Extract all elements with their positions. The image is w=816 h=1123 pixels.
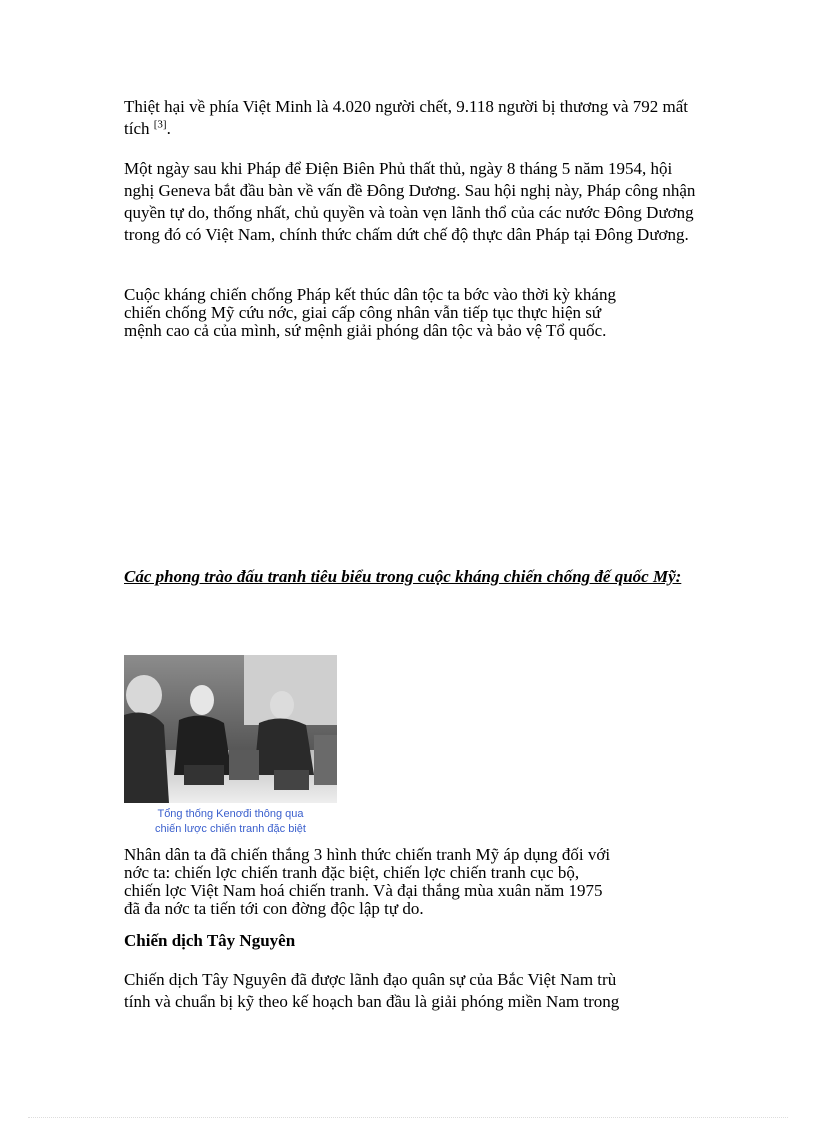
paragraph-line: chiến chống Mỹ cứu nớc, giai cấp công nhân vẫn tiếp tục thực hiện sứ <box>124 303 602 322</box>
paragraph-line: Nhân dân ta đã chiến thắng 3 hình thức chiến tranh Mỹ áp dụng đối với <box>124 845 611 864</box>
paragraph-three-strategies <box>124 846 704 918</box>
reference-link[interactable]: [3] <box>153 118 167 131</box>
paragraph-geneva: Một ngày sau khi Pháp để Điện Biên Phủ thất thủ, ngày 8 tháng 5 năm 1954, hội nghị Geneva bắt đầu bàn về vấn đề Đông Dương. Sau hội nghị này, Pháp công nhận quyền tự do, thống nhất, chủ quyền và toàn vẹn lãnh thổ của các nước Đông Dương trong đó có Việt Nam, chính thức chấm dứt chế độ thực dân Pháp tại Đông Dương. <box>124 159 696 244</box>
paragraph-line: chiến lợc Việt Nam hoá chiến tranh. Và đại thắng mùa xuân năm 1975 <box>124 881 603 900</box>
kennedy-meeting-photo <box>124 655 337 803</box>
section-heading-anti-american: Các phong trào đấu tranh tiêu biểu trong cuộc kháng chiến chống đế quốc Mỹ: <box>124 567 682 586</box>
paragraph-anti-french-end <box>124 286 704 340</box>
photo-caption <box>124 807 337 837</box>
paragraph-line: nớc ta: chiến lợc chiến tranh đặc biệt, chiến lợc chiến tranh cục bộ, <box>124 863 580 882</box>
paragraph-casualties <box>124 96 704 140</box>
photo-caption-line: Tổng thống Kenơđi thông qua <box>157 808 304 820</box>
paragraph-line: đã đa nớc ta tiến tới con đờng độc lập tự do. <box>124 899 424 918</box>
paragraph-line: Chiến dịch Tây Nguyên đã được lãnh đạo quân sự của Bắc Việt Nam trù <box>124 970 617 989</box>
paragraph-casualties-text: Thiệt hại về phía Việt Minh là 4.020 người chết, 9.118 người bị thương và 792 mất tích <box>124 97 688 138</box>
photo-figure <box>124 655 337 837</box>
photo-caption-line: chiến lược chiến tranh đặc biệt <box>155 823 306 835</box>
paragraph-casualties-end: . <box>166 119 171 138</box>
paragraph-line: tính và chuẩn bị kỹ theo kế hoạch ban đầu là giải phóng miền Nam trong <box>124 992 620 1011</box>
paragraph-tay-nguyen <box>124 969 704 1013</box>
page-bottom-divider <box>28 1117 788 1118</box>
paragraph-line: mệnh cao cả của mình, sứ mệnh giải phóng dân tộc và bảo vệ Tổ quốc. <box>124 321 607 340</box>
section-heading-tay-nguyen: Chiến dịch Tây Nguyên <box>124 931 296 950</box>
paragraph-line: Cuộc kháng chiến chống Pháp kết thúc dân tộc ta bớc vào thời kỳ kháng <box>124 285 616 304</box>
